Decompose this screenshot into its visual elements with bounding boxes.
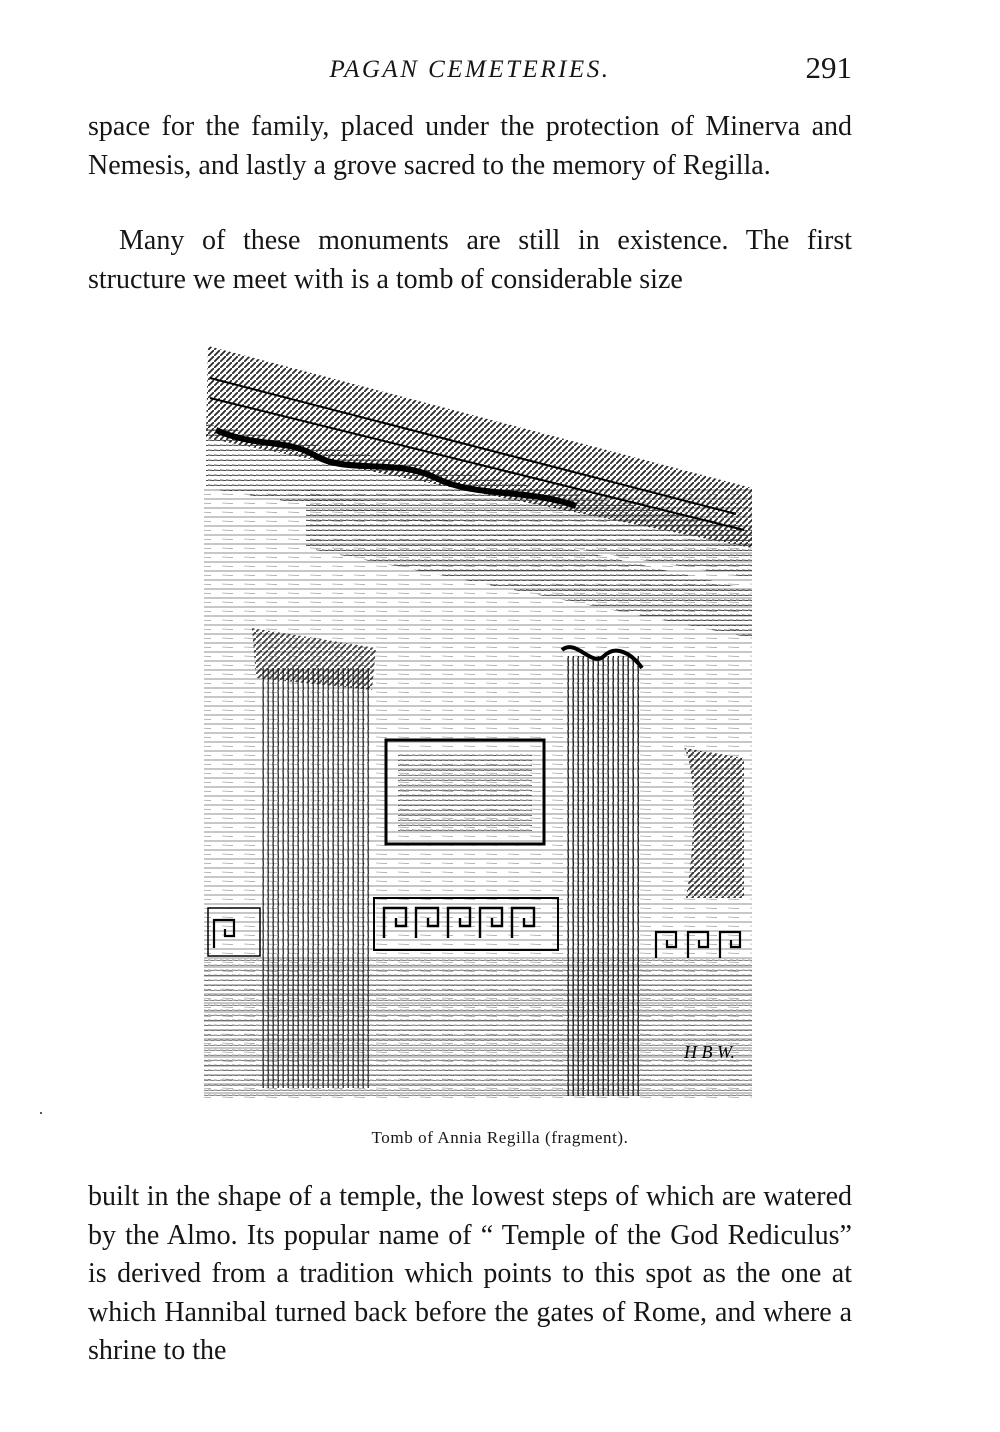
page-number: 291 (805, 50, 852, 85)
artist-signature: H B W. (684, 1042, 735, 1062)
paragraph-1: space for the family, placed under the protection of Minerva and Nemesis, and lastly a grove sacred to the memory of Regilla. (88, 111, 852, 181)
paragraph-2: Many of these monuments are still in existence. The first structure we meet with is a tomb of considerable size (88, 225, 852, 295)
engraving-tomb-illustration (196, 338, 762, 1106)
running-title: PAGAN CEMETERIES. (329, 56, 611, 83)
figure-caption: Tomb of Annia Regilla (fragment). (371, 1128, 629, 1147)
running-head (88, 50, 852, 90)
print-speck (40, 1112, 42, 1114)
paragraph-3: built in the shape of a temple, the lowest steps of which are watered by the Almo. Its popular name of “ Temple of the God Rediculus” is derived from a tradition which points to this spot as the one at which Hannibal turned back before the gates of Rome, and where a shrine to the (88, 1181, 852, 1367)
